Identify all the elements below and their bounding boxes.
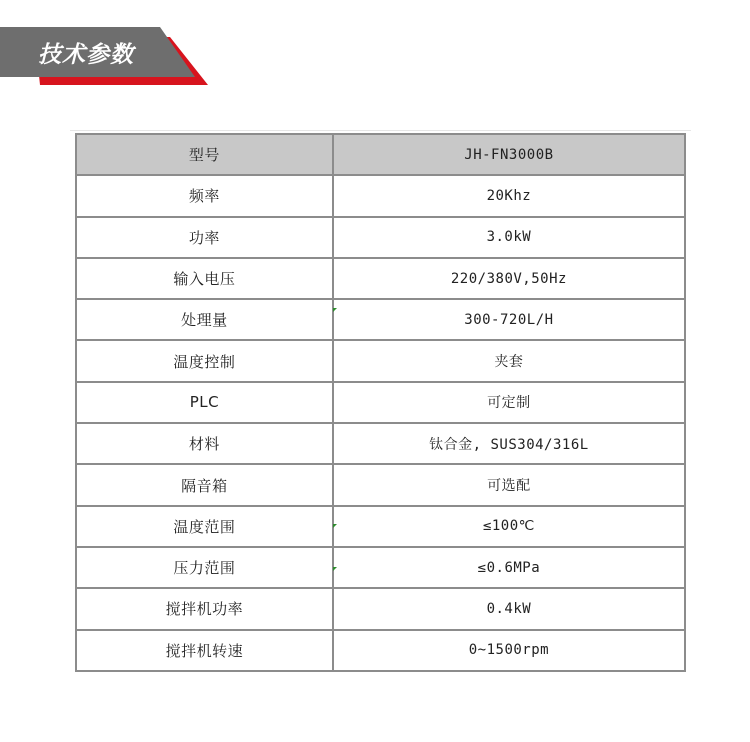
row-value: 220/380V,50Hz: [333, 258, 685, 299]
table-row: [76, 258, 685, 299]
row-label: 材料: [76, 423, 333, 464]
spec-table: [75, 133, 686, 672]
table-frame-line: [70, 130, 691, 131]
table-row: [76, 340, 685, 381]
row-value: 300-720L/H: [333, 299, 685, 340]
table-row: [76, 464, 685, 505]
row-label: 隔音箱: [76, 464, 333, 505]
row-value: ≤100℃: [333, 506, 685, 547]
header-value-cell: JH-FN3000B: [333, 134, 685, 175]
header-label-cell: 型号: [76, 134, 333, 175]
row-label: 温度范围: [76, 506, 333, 547]
cell-corner-mark: [333, 567, 337, 571]
row-value: ≤0.6MPa: [333, 547, 685, 588]
section-banner: [0, 27, 215, 89]
table-row: [76, 175, 685, 216]
row-label: 输入电压: [76, 258, 333, 299]
row-value: 0~1500rpm: [333, 630, 685, 671]
row-label: 处理量: [76, 299, 333, 340]
cell-corner-mark: [333, 308, 337, 312]
table-header-row: [76, 134, 685, 175]
row-value: 钛合金, SUS304/316L: [333, 423, 685, 464]
section-title: 技术参数: [38, 42, 134, 68]
row-label: 频率: [76, 175, 333, 216]
row-value: 20Khz: [333, 175, 685, 216]
table-row: [76, 630, 685, 671]
table-row: [76, 299, 685, 340]
row-value: 可定制: [333, 382, 685, 423]
row-value: 0.4kW: [333, 588, 685, 629]
table-row: [76, 382, 685, 423]
row-label: 搅拌机转速: [76, 630, 333, 671]
row-value: 3.0kW: [333, 217, 685, 258]
table-row: [76, 547, 685, 588]
row-value: 可选配: [333, 464, 685, 505]
table-row: [76, 506, 685, 547]
row-value: 夹套: [333, 340, 685, 381]
row-label: 压力范围: [76, 547, 333, 588]
table-row: [76, 423, 685, 464]
table-row: [76, 588, 685, 629]
row-label: 功率: [76, 217, 333, 258]
row-label: 温度控制: [76, 340, 333, 381]
row-label: 搅拌机功率: [76, 588, 333, 629]
cell-corner-mark: [333, 524, 337, 528]
table-row: [76, 217, 685, 258]
row-label: PLC: [76, 382, 333, 423]
